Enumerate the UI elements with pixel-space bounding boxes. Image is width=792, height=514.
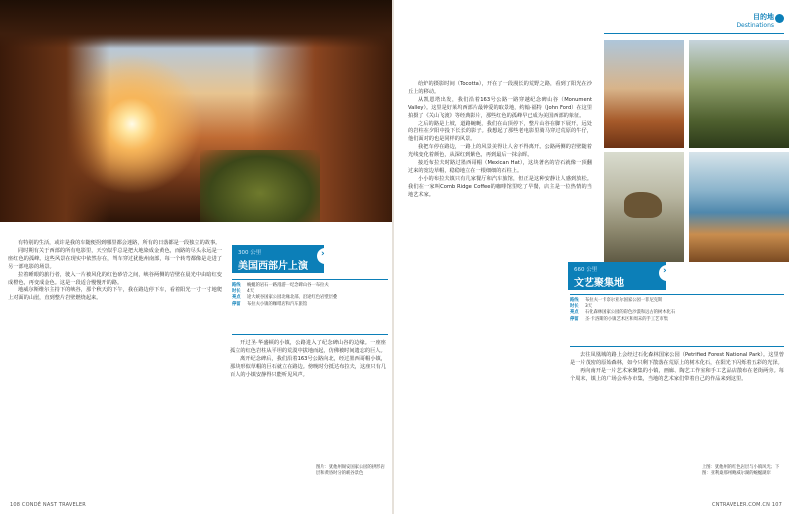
paragraph: 给炉的摄影时间（Tocotta），开在了一段漫长的荒野之路，看到了阳光在沙丘上的移动。 (408, 81, 592, 95)
divider (570, 294, 784, 295)
paragraph: 从凯恩塔出发，我们沿着163号公路一路穿越纪念碑山谷（Monument Valley）。这里是好莱坞西部片最钟爱的取景地，约翰·福特（John Ford）在这里拍摄了《关山飞渡》等经典影片，那些红色的孤峰早已成为美国西部的象征。 (408, 96, 593, 119)
route-distance: 300 公里 (238, 250, 262, 256)
divider (232, 334, 388, 335)
rock-arch (0, 0, 392, 48)
info-key: 时长 (232, 289, 241, 295)
info-value: 3天 (585, 304, 593, 310)
article-column-2 (570, 352, 784, 384)
paragraph: 去往凤凰城的路上会经过石化森林国家公园（Petrified Forest National Park）。这里曾是一片茂密的原始森林，如今只剩下散落在荒原上的树木化石，在阳光下闪烁着五彩的光泽。 (570, 352, 784, 366)
deer-photo (604, 152, 684, 262)
route-info (232, 283, 388, 308)
info-key: 路线 (232, 283, 241, 288)
info-value: 4天 (247, 289, 255, 295)
section-header (736, 12, 774, 29)
article-column-1 (408, 81, 592, 200)
photo-caption: 上图：犹他州的红色岩层与小镇风光；下图：亚利桑那州鲍威尔湖的蜿蜒湖岸 (702, 465, 780, 476)
info-key: 时长 (570, 304, 579, 310)
paragraph: 小小的布拉夫镇只有几家餐厅和汽车旅馆，但正是这种安静让人感到放松。我们在一家叫Comb Ridge Coffee的咖啡馆里吃了早餐，店主是一位热情的当地艺术家。 (408, 175, 592, 198)
info-value: 石化森林国家公园的彩色沙漠和远古的树木化石 (585, 310, 676, 316)
section-dot-icon (775, 14, 784, 23)
info-row (232, 302, 388, 308)
right-page (394, 0, 792, 514)
info-value: 布拉夫一卡奈尔亚尔国家公园一菲尼克斯 (585, 298, 663, 303)
paragraph: 之后的路是上坡，道路蜿蜒，我们在山顶停下，整片山谷在脚下展开，远处的岩柱在夕阳中投下长长的影子。我想起了那些老电影里骑马穿过荒原的牛仔，他们面对的也是同样的风景。 (408, 120, 592, 143)
arrow-icon: › (317, 248, 333, 264)
paragraph: 离开纪念碑后，我们沿着163号公路向北，经过墨西哥帽小镇，那块形似草帽的巨石就立在路边。傍晚时分抵达布拉夫，这座只有几百人的小镇安静得只能听见风声。 (230, 355, 386, 378)
info-key: 亮点 (232, 295, 241, 301)
info-list (570, 298, 786, 323)
page-folio: 108 CONDÉ NAST TRAVELER (10, 502, 86, 508)
foliage (200, 150, 320, 222)
paragraph: 接近布拉夫时路过墨西哥帽（Mexican Hat），这块著名的岩石就像一顶翻过来的宽边草帽，稳稳地立在一根细细的石柱上。 (408, 160, 592, 174)
section-title: 目的地 (753, 13, 774, 21)
paragraph: 我把车停在路边，一路上的风景美得让人舍不得离开。公路两侧的岩壁随着光线变化着颜色，从深红到紫色，再到最后一抹余晖。 (408, 144, 592, 159)
route-tag (568, 262, 666, 290)
paragraph: 有特别的生活，或许是我的车随便拐到哪里都会迷路，所有的日落都是一段独立的故事。 (18, 240, 221, 246)
photo-caption: 图片：犹他州锡安国家公园的拱形岩层和黄昏时分的峡谷景色 (316, 465, 385, 476)
article-column-1 (8, 240, 222, 303)
info-value: 布拉夫小镇的咖啡店和汽车旅馆 (247, 301, 308, 307)
left-page (0, 0, 392, 514)
info-row (570, 317, 786, 323)
paragraph: 开过圣·华盛顿的小镇，公路进入了纪念碑山谷的边缘。一座座孤立的红色岩柱从平坦的荒漠中拔地而起，仿佛被时间遗忘的巨人。 (230, 340, 386, 354)
info-value: 圣·卡洛斯的小镇艺术区和周末的手工艺市集 (585, 316, 669, 322)
divider (232, 279, 388, 280)
page-folio: CNTRAVELER.COM.CN 107 (712, 502, 782, 508)
arrow-icon: › (659, 265, 675, 281)
route-info (570, 298, 786, 323)
route-distance: 660 公里 (574, 267, 598, 273)
deer (624, 192, 662, 218)
info-key: 亮点 (570, 310, 579, 316)
route-tag (232, 245, 324, 273)
paragraph: 地威尔斯维尔主持下的峡谷，那个秋天的下午，我在路边停下车，看着阳光一寸一寸地爬上对面的山崖，直到整片岩壁燃烧起来。 (8, 287, 222, 302)
paragraph: 再向南开是一片艺术家聚集的小镇，画廊、陶艺工作室和手工艺品店散布在老街两旁。每个周末，镇上的广场会举办市集，当地的艺术家们带着自己的作品来到这里。 (570, 367, 784, 382)
info-key: 路线 (570, 298, 579, 303)
red-rock-photo (604, 40, 684, 148)
paragraph: 同时期有关于西部的所有电影里，天空似乎总是把大地染成金黄色，而路的尽头永远是一座红色的孤峰。这些风景在现实中依然存在，驾车穿过犹他州南部，每一个转弯都像是走进了另一部电影的场景。 (8, 247, 222, 270)
snowy-trees-photo (689, 40, 789, 148)
lake-photo (689, 152, 789, 262)
route-name: 文艺聚集地 (574, 278, 624, 289)
canyon-arch-photo (0, 0, 392, 222)
section-subtitle: Destinations (736, 22, 774, 29)
info-value: 蜿蜒的岩石一路漫游一纪念碑山谷一布拉夫 (247, 283, 329, 288)
paragraph: 拉着睡眼的旅行者，驶入一片被风化的红色砂岩之间，峡谷两侧的岩壁在晨光中由暗红变成橙色，再变成金色。这是一段适合慢慢开的路。 (8, 271, 222, 286)
route-name: 美国西部片上演 (238, 261, 308, 272)
info-key: 停留 (232, 301, 241, 307)
article-column-2 (230, 340, 386, 380)
header-rule (604, 33, 784, 34)
info-value: 途大峡谷国家公园北缘北部，沿途红色岩壁层叠 (247, 295, 338, 301)
info-key: 停留 (570, 316, 579, 322)
divider (570, 346, 784, 347)
